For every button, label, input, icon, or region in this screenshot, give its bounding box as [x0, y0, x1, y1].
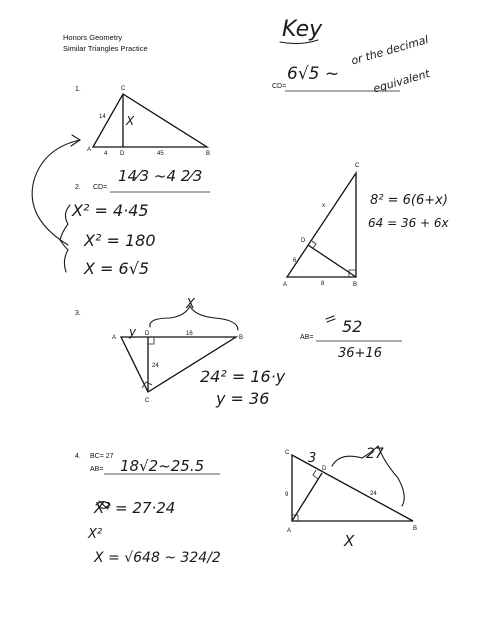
- problem-1-label-a: A: [87, 147, 92, 153]
- problem-3-triangle: [112, 297, 243, 404]
- problem-1-label-b: B: [206, 151, 211, 157]
- problem-4-number: 4.: [75, 453, 81, 460]
- problem-2-triangle: [283, 163, 360, 288]
- problem-1-triangle-sides: [93, 94, 207, 147]
- problem-3-label-b: B: [239, 335, 244, 341]
- problem-3-right-angle-d: [148, 337, 154, 344]
- problem-4-given: BC= 27: [90, 453, 114, 460]
- problem-2-number: 2.: [75, 184, 81, 191]
- answer-key-note: Key: [282, 17, 323, 42]
- problem-2-work-line2: X² = 180: [84, 231, 156, 250]
- problem-1-triangle: [87, 86, 210, 157]
- problem-4-label-ab: X: [344, 532, 355, 550]
- problem-1-note-line2: equivalent: [371, 67, 432, 96]
- problem-4-scribble: [96, 501, 110, 509]
- problem-3-label-a: A: [112, 335, 117, 341]
- problem-3-triangle-sides: [121, 337, 236, 392]
- problem-1-answer: 6√5 ~: [287, 64, 340, 84]
- problem-4-label-cd: 3: [308, 451, 317, 466]
- problem-4-answer: 18√2~25.5: [120, 457, 205, 475]
- problem-4-label-cb: 27: [366, 446, 384, 462]
- problem-3-work-line1: 24² = 16·y: [200, 367, 286, 386]
- problem-3-label-d: D: [145, 331, 150, 337]
- problem-3-label-db: 16: [186, 331, 193, 337]
- problem-2-label-cd: x: [322, 203, 325, 209]
- problem-2-label-ab: 8: [321, 281, 325, 287]
- problem-4-label-d: D: [322, 466, 327, 472]
- problem-2-answer-label: CD=: [93, 184, 108, 191]
- problem-1-label-cd: X: [126, 114, 135, 128]
- problem-4-altitude: [292, 473, 322, 521]
- problem-3-number: 3.: [75, 310, 81, 317]
- problem-2-label-a: A: [283, 282, 288, 288]
- problem-2-side-work-line2: 64 = 36 + 6x: [368, 216, 449, 230]
- problem-3-answer: 52: [342, 317, 363, 336]
- problem-4-answer-label: AB=: [90, 466, 104, 473]
- problem-3-work-line2: y = 36: [216, 389, 270, 408]
- course-name: Honors Geometry: [63, 33, 123, 42]
- problem-2-label-d: D: [301, 238, 306, 244]
- problem-1-label-ac: 14: [99, 114, 106, 120]
- problem-1-label-d: D: [120, 151, 125, 157]
- key-underline: [280, 40, 318, 44]
- problem-4-label-c: C: [285, 450, 290, 456]
- problem-4-work-line1: X² = 27·24: [94, 499, 176, 517]
- problem-2-label-ad: 6: [293, 258, 297, 264]
- problem-4-right-angle-d: [313, 470, 318, 479]
- problem-2-label-c: C: [355, 163, 360, 169]
- problem-1-note-line1: or the decimal: [349, 33, 430, 68]
- problem-3-scribble: [326, 316, 335, 322]
- problem-2-work-line3: X = 6√5: [84, 259, 150, 278]
- problem-4-work-line2: X²: [88, 527, 103, 542]
- problem-3-label-c: C: [145, 398, 150, 404]
- problem-3-answer-work: 36+16: [338, 346, 382, 361]
- worksheet-title: Similar Triangles Practice: [63, 44, 148, 53]
- problem-1-number: 1.: [75, 86, 81, 93]
- problem-1-label-ad: 4: [104, 151, 108, 157]
- problem-2-work-line1: X² = 4·45: [72, 201, 149, 220]
- problem-2-answer: 14⁄3 ~4 2⁄3: [118, 167, 203, 185]
- problem-2-right-angle-d: [312, 241, 316, 248]
- problem-2-side-work-line1: 8² = 6(6+x): [370, 193, 448, 208]
- problem-4-work-line3: X = √648 ~ 324/2: [94, 550, 221, 566]
- problem-3-label-ab: X: [186, 297, 195, 312]
- problem-1-answer-label: CD=: [272, 83, 287, 90]
- problem-3-label-ad: y: [129, 325, 137, 339]
- problem-2-brace: [60, 205, 70, 272]
- problem-4-label-db: 24: [370, 491, 377, 497]
- problem-3-label-cd: 24: [152, 363, 159, 369]
- problem-1-label-db: 45: [157, 151, 164, 157]
- work-arrow-head: [71, 135, 80, 146]
- problem-4-triangle: [285, 446, 417, 550]
- problem-2-label-b: B: [353, 282, 358, 288]
- problem-4-label-b: B: [413, 526, 418, 532]
- problem-2-triangle-sides: [287, 173, 356, 277]
- problem-4-label-a: A: [287, 528, 292, 534]
- problem-1-label-c: C: [121, 86, 126, 92]
- work-arrow: [32, 140, 80, 245]
- problem-3-answer-label: AB=: [300, 334, 314, 341]
- problem-4-label-ca: 9: [285, 492, 289, 498]
